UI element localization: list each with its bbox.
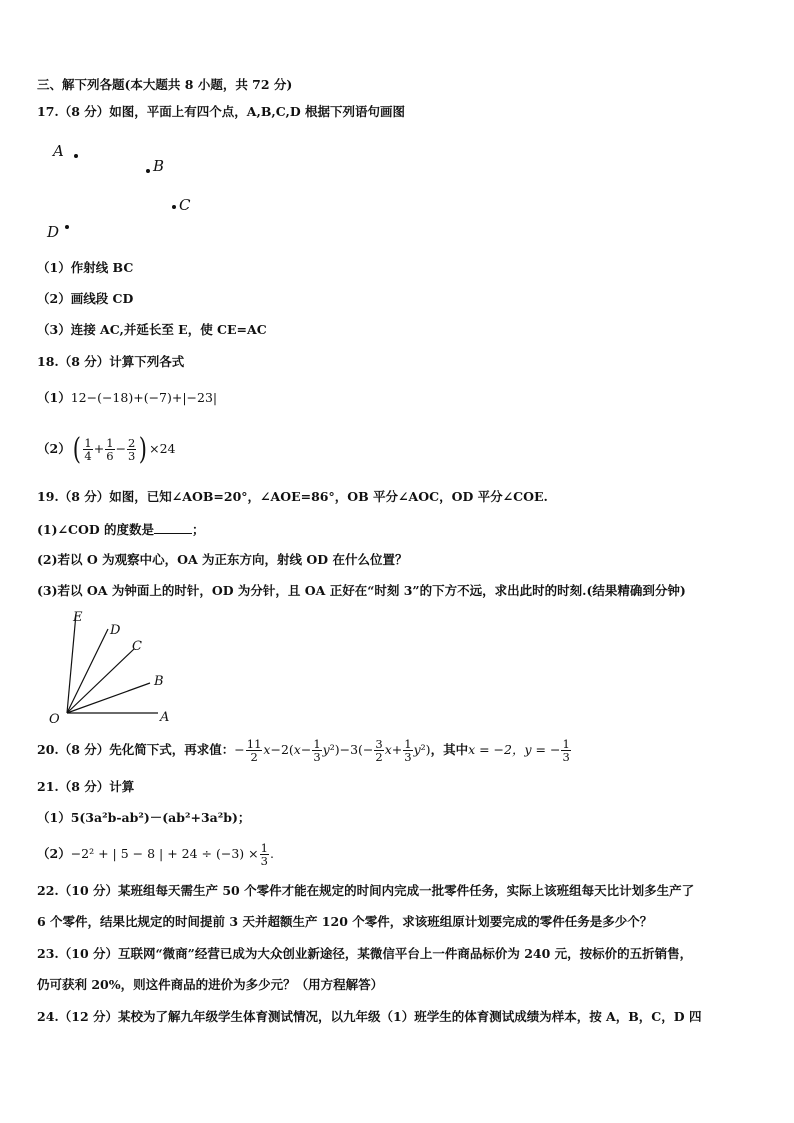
q20-expression: − $\frac{11}{2}$ x−2(x− $\frac{1}{3}$ y²)−3(− $\frac{3}{2}$ x+ $\frac{1}{3}$ y²) bbox=[234, 737, 431, 764]
ray-oc bbox=[67, 649, 134, 713]
q20-x-value: x = −2， bbox=[468, 742, 525, 757]
q20-y-value: y = − bbox=[524, 742, 561, 757]
point-d bbox=[65, 225, 69, 229]
point-label-a: A bbox=[53, 142, 64, 160]
q18-stem: 18.（8 分）计算下列各式 bbox=[37, 354, 185, 369]
q22-line-1: 22.（10 分）某班组每天需生产 50 个零件才能在规定的时间内完成一批零件任务，实际上该班组每天比计划多生产了 bbox=[37, 883, 695, 898]
point-b bbox=[146, 169, 150, 173]
q20 bbox=[37, 733, 572, 769]
q20-cond: ，其中 bbox=[430, 742, 469, 757]
q21-item-2 bbox=[37, 837, 274, 873]
q17-stem: 17.（8 分）如图，平面上有四个点，A,B,C,D 根据下列语句画图 bbox=[37, 104, 406, 119]
label-d: D bbox=[110, 623, 121, 638]
q21-item-2-prefix: （2） bbox=[37, 846, 71, 861]
q22-line-2: 6 个零件，结果比规定的时间提前 3 天并超额生产 120 个零件，求该班组原计划要完成的零件任务是多少个？ bbox=[37, 914, 653, 929]
q18-item-1-prefix: （1） bbox=[37, 390, 71, 405]
q21-item-2-end: . bbox=[269, 846, 274, 861]
point-c bbox=[172, 205, 176, 209]
point-a bbox=[74, 154, 78, 158]
q21-item-1: （1）5(3a²b-ab²)－(ab²+3a²b)； bbox=[37, 810, 251, 825]
q20-stem: 20.（8 分）先化简下式，再求值： bbox=[37, 742, 235, 757]
q18-item-2-tail: ×24 bbox=[149, 441, 176, 456]
q23-line-2: 仍可获利 20%，则这件商品的进价为多少元？（用方程解答） bbox=[37, 977, 384, 992]
q19-item-1-end: ； bbox=[192, 522, 205, 537]
q18-item-1 bbox=[37, 390, 217, 406]
q18-item-2: （2）( $\frac{1}{4}$ + $\frac{1}{6}$ − $\frac{2}{3}$ ) ×24 bbox=[37, 431, 176, 467]
q17-item-3: （3）连接 AC,并延长至 E，使 CE=AC bbox=[37, 322, 267, 337]
q20-y-frac: $\frac{1}{3}$ bbox=[562, 737, 570, 764]
q18-item-1-expr: 12−(−18)+(−7)+|−23| bbox=[70, 390, 218, 405]
label-b: B bbox=[154, 674, 164, 689]
q19-angle-figure bbox=[40, 605, 190, 730]
q24-line-1: 24.（12 分）某校为了解九年级学生体育测试情况，以九年级（1）班学生的体育测试成绩为样本，按 A，B，C，D 四 bbox=[37, 1009, 702, 1024]
answer-blank bbox=[154, 521, 192, 534]
q19-item-1-text: (1)∠COD 的度数是 bbox=[37, 522, 155, 537]
q17-item-2: （2）画线段 CD bbox=[37, 291, 134, 306]
q17-item-1: （1）作射线 BC bbox=[37, 260, 134, 275]
section-header: 三、解下列各题(本大题共 8 小题，共 72 分) bbox=[37, 77, 293, 92]
label-c: C bbox=[132, 639, 142, 654]
q18-frac-3: $\frac{2}{3}$ bbox=[128, 436, 136, 463]
q21-item-2-expr: −2² + | 5 − 8 | + 24 ÷ (−3) × bbox=[70, 846, 259, 861]
point-label-c: C bbox=[179, 196, 191, 214]
point-label-d: D bbox=[47, 223, 60, 241]
label-o: O bbox=[49, 712, 60, 727]
q18-item-2-prefix: （2） bbox=[37, 441, 71, 456]
q21-item-2-frac: $\frac{1}{3}$ bbox=[260, 841, 268, 868]
label-e: E bbox=[73, 610, 83, 625]
q23-line-1: 23.（10 分）互联网“微商”经营已成为大众创业新途径，某微信平台上一件商品标价为 240 元，按标价的五折销售， bbox=[37, 946, 693, 961]
point-label-b: B bbox=[153, 157, 165, 175]
q19-item-3: (3)若以 OA 为钟面上的时针，OD 为分针，且 OA 正好在“时刻 3”的下方不远，求出此时的时刻.(结果精确到分钟) bbox=[37, 583, 686, 598]
label-a: A bbox=[160, 710, 170, 725]
q18-frac-1: $\frac{1}{4}$ bbox=[84, 436, 92, 463]
q19-item-2: (2)若以 O 为观察中心，OA 为正东方向，射线 OD 在什么位置？ bbox=[37, 552, 408, 567]
q18-frac-2: $\frac{1}{6}$ bbox=[106, 436, 114, 463]
q19-stem: 19.（8 分）如图，已知∠AOB=20°，∠AOE=86°，OB 平分∠AOC，OD 平分∠COE. bbox=[37, 489, 548, 504]
q21-stem: 21.（8 分）计算 bbox=[37, 779, 135, 794]
q19-item-1 bbox=[37, 521, 205, 538]
